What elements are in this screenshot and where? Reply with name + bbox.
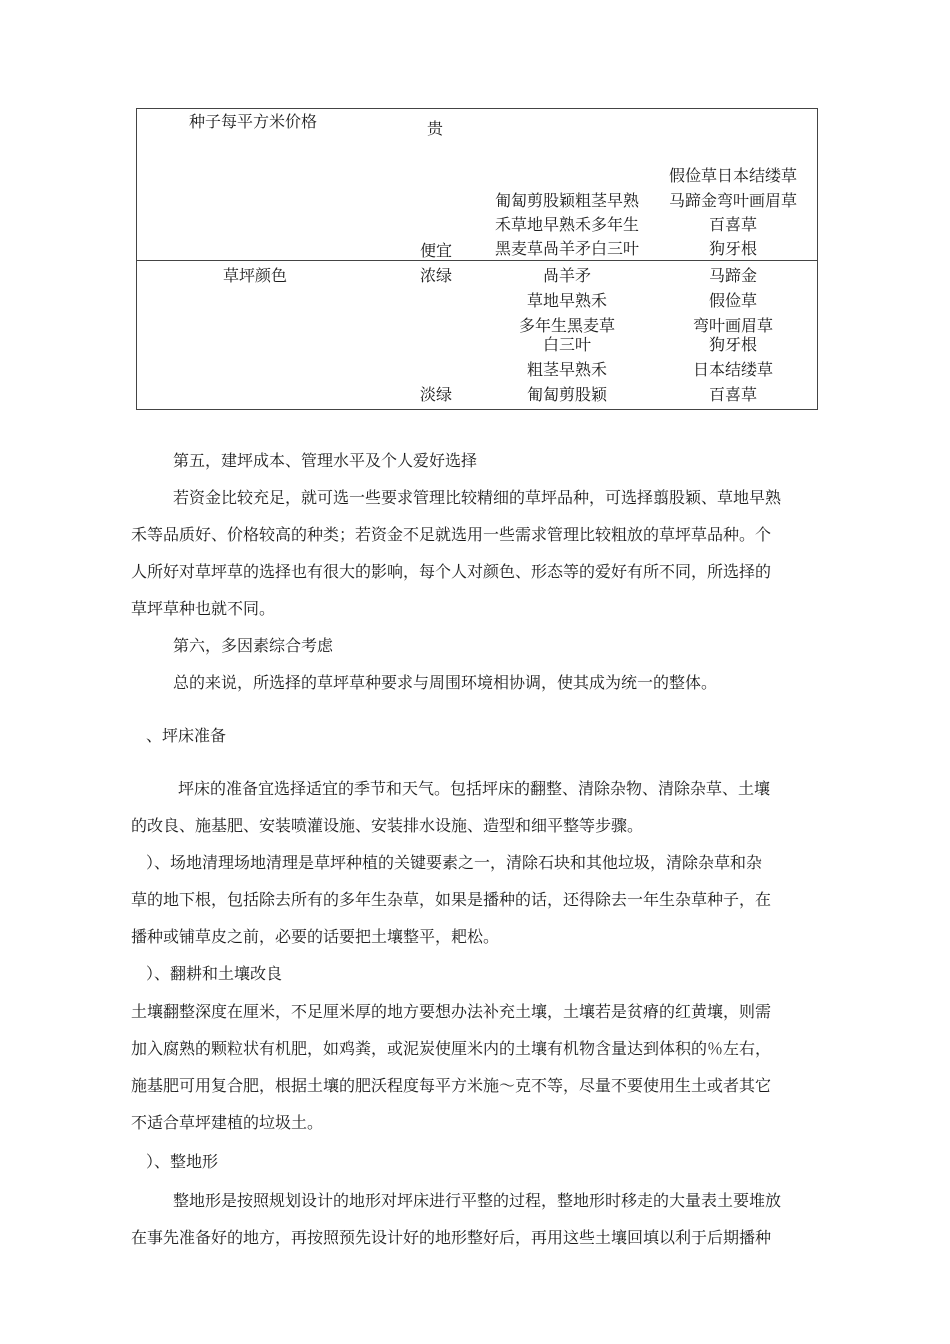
- paragraph-line: 加入腐熟的颗粒状有机肥，如鸡粪，或泥炭使厘米内的土壤有机物含量达到体积的％左右，: [131, 1039, 772, 1058]
- color-mid-line-6: 匍匐剪股颖: [526, 385, 607, 404]
- price-mid-line-3: 黑麦草咼羊矛白三叶: [494, 239, 639, 258]
- color-mid-line-3: 多年生黑麦草: [518, 316, 615, 335]
- subheading-tillage: ）、翻耕和土壤改良: [146, 964, 283, 983]
- paragraph-line: 总的来说，所选择的草坪草种要求与周围环境相协调，使其成为统一的整体。: [173, 673, 718, 692]
- paragraph-line: 禾等品质好、价格较高的种类；若资金不足就选用一些需求管理比较粗放的草坪草品种。个: [131, 525, 772, 544]
- color-right-line-1: 马蹄金: [708, 266, 757, 285]
- color-right-line-3: 弯叶画眉草: [692, 316, 773, 335]
- price-high-label: 贵: [427, 119, 444, 138]
- price-row-label: 种子每平方米价格: [189, 112, 318, 131]
- price-right-line-3: 百喜草: [708, 215, 757, 234]
- subheading-grading: ）、整地形: [146, 1152, 219, 1171]
- section-heading-bed-prep: 、坪床准备: [146, 726, 227, 745]
- paragraph-line: 在事先准备好的地方，再按照预先设计好的地形整好后，再用这些土壤回填以利于后期播种: [131, 1228, 772, 1247]
- paragraph-line: 整地形是按照规划设计的地形对坪床进行平整的过程，整地形时移走的大量表土要堆放: [173, 1191, 782, 1210]
- color-mid-line-2: 草地早熟禾: [526, 291, 607, 310]
- price-low-label: 便宜: [420, 241, 453, 260]
- heading-fifth: 第五，建坪成本、管理水平及个人爱好选择: [173, 451, 478, 470]
- price-mid-line-1: 匍匐剪股颖粗茎早熟: [494, 191, 639, 210]
- color-right-line-6: 百喜草: [708, 385, 757, 404]
- paragraph-line: 土壤翻整深度在厘米，不足厘米厚的地方要想办法补充土壤，土壤若是贫瘠的红黄壤，则需: [131, 1002, 772, 1021]
- price-right-line-2: 马蹄金弯叶画眉草: [668, 191, 797, 210]
- color-mid-line-4: 白三叶: [542, 335, 591, 354]
- turfgrass-comparison-table: [136, 108, 818, 410]
- color-mid-line-1: 咼羊矛: [542, 266, 591, 285]
- color-right-line-2: 假俭草: [708, 291, 757, 310]
- paragraph-line: 坪床的准备宜选择适宜的季节和天气。包括坪床的翻整、清除杂物、清除杂草、土壤: [178, 779, 771, 798]
- color-mid-line-5: 粗茎早熟禾: [526, 360, 607, 379]
- price-right-line-4: 狗牙根: [708, 239, 757, 258]
- price-right-line-1: 假俭草日本结缕草: [668, 166, 797, 185]
- paragraph-line: 草坪草种也就不同。: [131, 599, 276, 618]
- paragraph-line: ）、场地清理场地清理是草坪种植的关键要素之一，清除石块和其他垃圾，清除杂草和杂: [146, 853, 763, 872]
- paragraph-line: 若资金比较充足，就可选一些要求管理比较精细的草坪品种，可选择翦股颖、草地早熟: [173, 488, 782, 507]
- paragraph-line: 人所好对草坪草的选择也有很大的影响，每个人对颜色、形态等的爱好有所不同，所选择的: [131, 562, 772, 581]
- paragraph-line: 播种或铺草皮之前，必要的话要把土壤整平，耙松。: [131, 927, 500, 946]
- price-mid-line-2: 禾草地早熟禾多年生: [494, 215, 639, 234]
- color-right-line-5: 日本结缕草: [692, 360, 773, 379]
- color-high-label: 浓绿: [420, 266, 453, 285]
- color-low-label: 淡绿: [420, 385, 453, 404]
- paragraph-line: 不适合草坪建植的垃圾土。: [131, 1113, 324, 1132]
- paragraph-line: 施基肥可用复合肥，根据土壤的肥沃程度每平方米施～克不等，尽量不要使用生土或者其它: [131, 1076, 772, 1095]
- color-row-label: 草坪颜色: [223, 266, 288, 285]
- heading-sixth: 第六，多因素综合考虑: [173, 636, 334, 655]
- paragraph-line: 的改良、施基肥、安装喷灌设施、安装排水设施、造型和细平整等步骤。: [131, 816, 644, 835]
- color-right-line-4: 狗牙根: [708, 335, 757, 354]
- paragraph-line: 草的地下根，包括除去所有的多年生杂草，如果是播种的话，还得除去一年生杂草种子，在: [131, 890, 772, 909]
